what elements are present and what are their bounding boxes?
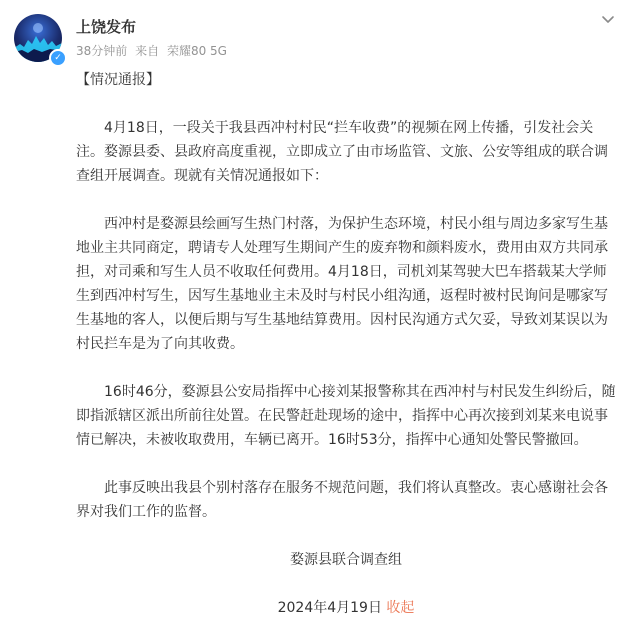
- paragraph-1: 4月18日，一段关于我县西冲村村民“拦车收费”的视频在网上传播，引发社会关注。婺源县委、县政府高度重视，立即成立了由市场监管、文旅、公安等组成的联合调查组开展调查。现就有关情况通报如下：: [76, 120, 608, 184]
- paragraph-4: 此事反映出我县个别村落存在服务不规范问题，我们将认真整改。衷心感谢社会各界对我们工作的监督。: [76, 480, 608, 520]
- post-header: [0, 0, 627, 70]
- source-prefix: 来自: [135, 44, 160, 58]
- verified-badge-icon: ✓: [49, 49, 67, 67]
- paragraph-2: 西冲村是婺源县绘画写生热门村落，为保护生态环境，村民小组与周边多家写生基地业主共同商定，聘请专人处理写生期间产生的废弃物和颜料废水，费用由双方共同承担，对司乘和写生人员不收取任何费用。4月18日，司机刘某驾驶大巴车搭载某大学师生到西冲村写生，因写生基地业主未及时与村民小组沟通，返程时被村民询问是哪家写生基地的客人，以便后期与写生基地结算费用。因村民沟通方式欠妥，导致刘某误以为村民拦车是为了向其收费。: [76, 216, 608, 352]
- collapse-link[interactable]: 收起: [386, 600, 415, 616]
- paragraph-3: 16时46分，婺源县公安局指挥中心接刘某报警称其在西冲村与村民发生纠纷后，随即指派辖区派出所前往处置。在民警赶赴现场的途中，指挥中心再次接到刘某来电说事情已解决，未被收取费用，车辆已离开。16时53分，指挥中心通知处警民警撤回。: [76, 384, 616, 448]
- post-body: [76, 68, 616, 620]
- post-date: 2024年4月19日: [277, 600, 382, 616]
- post-date-line: [76, 596, 616, 620]
- signature: 婺源县联合调查组: [290, 552, 402, 568]
- post-time[interactable]: 38分钟前: [76, 44, 128, 58]
- device-name[interactable]: 荣耀80 5G: [166, 44, 227, 58]
- post-title: 【情况通报】: [76, 72, 160, 88]
- post-meta: [76, 42, 231, 59]
- author-name[interactable]: 上饶发布: [76, 18, 137, 36]
- chevron-down-icon[interactable]: [598, 10, 618, 30]
